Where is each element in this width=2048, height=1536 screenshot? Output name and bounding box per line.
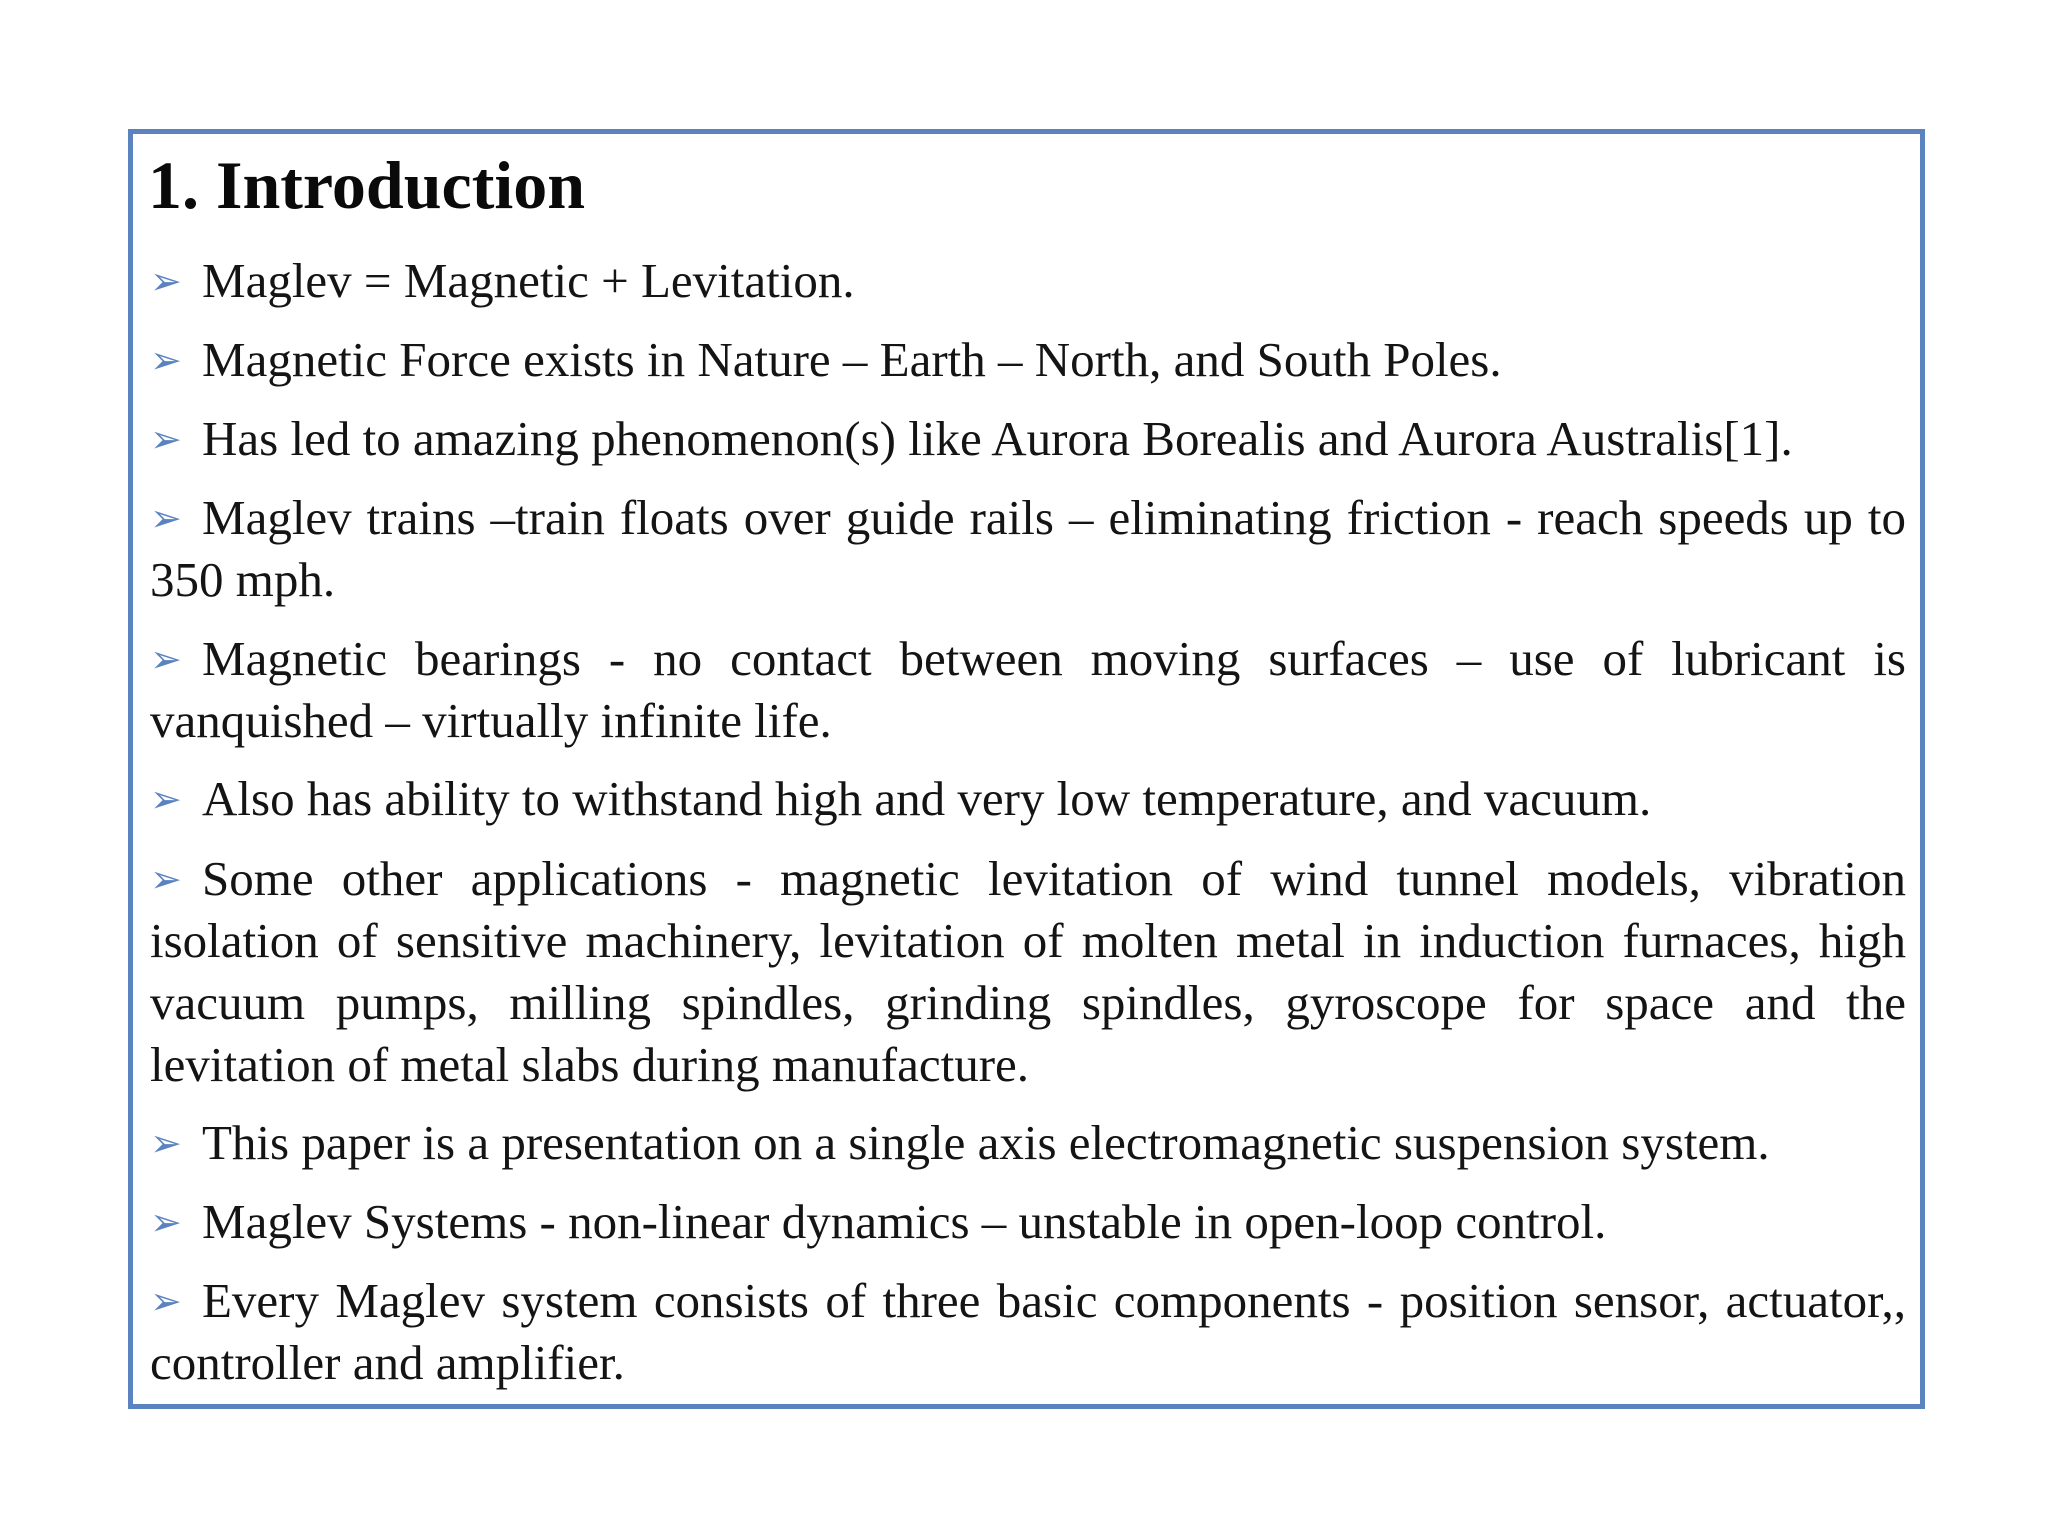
bullet-item-3: ➢ Has led to amazing phenomenon(s) like Aurora Borealis and Aurora Australis[1].: [150, 408, 1906, 470]
arrow-bullet-icon: ➢: [150, 637, 182, 681]
bullet-item-10: ➢ Every Maglev system consists of three basic components - position sensor, actuator,, controller and amplifier.: [150, 1270, 1906, 1394]
bullet-item-9: ➢ Maglev Systems - non-linear dynamics – unstable in open-loop control.: [150, 1191, 1906, 1253]
arrow-bullet-icon: ➢: [150, 1121, 182, 1165]
bullet-item-2: ➢ Magnetic Force exists in Nature – Earth – North, and South Poles.: [150, 329, 1906, 391]
bullet-item-7: ➢ Some other applications - magnetic levitation of wind tunnel models, vibration isolation of sensitive machinery, levitation of molten metal in induction furnaces, high vacuum pumps, milling spindles, grinding spindles, gyroscope for space and the levitation of metal slabs during manufacture.: [150, 848, 1906, 1096]
arrow-bullet-icon: ➢: [150, 777, 182, 821]
arrow-bullet-icon: ➢: [150, 338, 182, 382]
bullet-item-8: ➢ This paper is a presentation on a single axis electromagnetic suspension system.: [150, 1112, 1906, 1174]
bullet-item-4: ➢ Maglev trains –train floats over guide rails – eliminating friction - reach speeds up to 350 mph.: [150, 487, 1906, 611]
arrow-bullet-icon: ➢: [150, 1279, 182, 1323]
arrow-bullet-icon: ➢: [150, 259, 182, 303]
bullet-item-5: ➢ Magnetic bearings - no contact between moving surfaces – use of lubricant is vanquished – virtually infinite life.: [150, 628, 1906, 752]
bullet-item-6: ➢ Also has ability to withstand high and very low temperature, and vacuum.: [150, 768, 1906, 830]
arrow-bullet-icon: ➢: [150, 1200, 182, 1244]
arrow-bullet-icon: ➢: [150, 417, 182, 461]
arrow-bullet-icon: ➢: [150, 496, 182, 540]
bullet-item-1: ➢ Maglev = Magnetic + Levitation.: [150, 250, 1906, 312]
arrow-bullet-icon: ➢: [150, 857, 182, 901]
slide-title: 1. Introduction: [148, 147, 586, 223]
